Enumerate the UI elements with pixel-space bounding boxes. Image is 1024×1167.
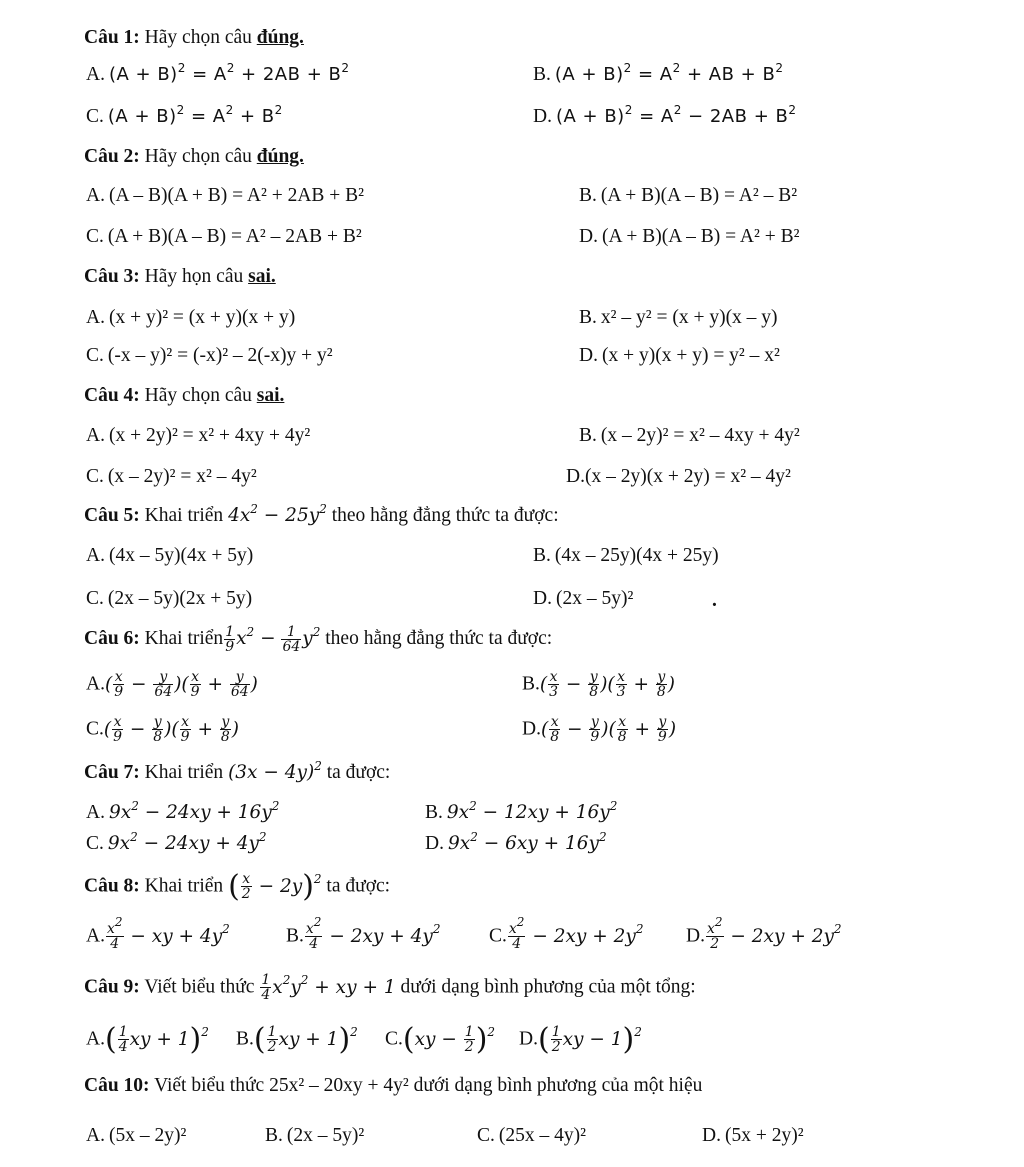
q10-option-a[interactable]: A. (5x – 2y)² bbox=[86, 1125, 187, 1146]
q3-option-b[interactable]: B. x² – y² = (x + y)(x – y) bbox=[579, 307, 778, 328]
q5-option-d[interactable]: D. (2x – 5y)² bbox=[533, 588, 634, 609]
q6-option-d[interactable]: D.( $\frac{x}{8}$ − $\frac{y}{9}$ )( $\frac{x}{8}$ + $\frac{y}{9}$ ) bbox=[522, 714, 677, 745]
option-formula: ( $\frac{x}{3}$ − $\frac{y}{8}$ )( $\frac{x}{3}$ + $\frac{y}{8}$ ) bbox=[539, 669, 675, 700]
q6-option-a[interactable]: A.( $\frac{x}{9}$ − $\frac{y}{64}$ )( $\frac{x}{9}$ + $\frac{y}{64}$ ) bbox=[86, 669, 258, 700]
q10-option-b[interactable]: B. (2x – 5y)² bbox=[265, 1125, 365, 1146]
q6-option-b[interactable]: B.( $\frac{x}{3}$ − $\frac{y}{8}$ )( $\frac{x}{3}$ + $\frac{y}{8}$ ) bbox=[522, 669, 675, 700]
option-formula: ( $\frac{x}{8}$ − $\frac{y}{9}$ )( $\frac{x}{8}$ + $\frac{y}{9}$ ) bbox=[540, 714, 677, 745]
q3-option-c[interactable]: C. (-x – y)² = (-x)² – 2(-x)y + y² bbox=[86, 345, 333, 366]
option-formula: ( $\frac{x}{9}$ − $\frac{y}{8}$ )( $\frac{x}{9}$ + $\frac{y}{8}$ ) bbox=[103, 714, 239, 745]
question-9: Câu 9: Viết biểu thức $\frac{1}{4}$ $x^2y^2$ + xy + 1 dưới dạng bình phương của một tổng: bbox=[84, 972, 696, 1003]
q5-option-a[interactable]: A. (4x – 5y)(4x + 5y) bbox=[86, 545, 254, 566]
q9-option-c[interactable]: C.(xy − $\frac{1}{2}$ )$^2$ bbox=[385, 1021, 496, 1057]
q8-option-c[interactable]: C. $\frac{x^2}{4}$ − $2xy + 2y^2$ bbox=[489, 915, 644, 952]
q2-option-b[interactable]: B. (A + B)(A – B) = A² – B² bbox=[579, 185, 798, 206]
q9-option-d[interactable]: D.( $\frac{1}{2}$ xy − 1)$^2$ bbox=[519, 1021, 642, 1057]
stray-dot: . bbox=[712, 590, 717, 611]
q1-option-b[interactable]: B. $(A + B)^2 = A^2$ + AB + $B^2$ bbox=[533, 61, 784, 85]
q5-option-c[interactable]: C. (2x – 5y)(2x + 5y) bbox=[86, 588, 253, 609]
q9-option-b[interactable]: B.( $\frac{1}{2}$ xy + 1)$^2$ bbox=[236, 1021, 358, 1057]
option-formula: ( $\frac{x}{9}$ − $\frac{y}{64}$ )( $\frac{x}{9}$ + $\frac{y}{64}$ ) bbox=[104, 669, 258, 700]
q9-option-a[interactable]: A.( $\frac{1}{4}$ xy + 1)$^2$ bbox=[86, 1021, 209, 1057]
q5-option-b[interactable]: B. (4x – 25y)(4x + 25y) bbox=[533, 545, 719, 566]
q7-option-a[interactable]: A. $9x^2 - 24xy + 16y^2$ bbox=[86, 798, 280, 823]
question-5: Câu 5: Khai triển $4x^2 - 25y^2$ theo hằng đẳng thức ta được: bbox=[84, 501, 559, 526]
option-formula: $(A + B)^2 = A^2 - 2AB + B^2$ bbox=[555, 103, 797, 127]
q4-option-b[interactable]: B. (x – 2y)² = x² – 4xy + 4y² bbox=[579, 425, 800, 446]
question-6: Câu 6: Khai triển $\frac{1}{9}$ $x^2$ − $\frac{1}{64}$ $y^2$ theo hằng đẳng thức ta được: bbox=[84, 624, 553, 655]
question-10: Câu 10: Viết biểu thức 25x² – 20xy + 4y² dưới dạng bình phương của một hiệu bbox=[84, 1075, 703, 1096]
q4-option-d[interactable]: D.(x – 2y)(x + 2y) = x² – 4y² bbox=[566, 466, 791, 487]
q7-option-b[interactable]: B. $9x^2 - 12xy + 16y^2$ bbox=[425, 798, 618, 823]
q2-option-d[interactable]: D. (A + B)(A – B) = A² + B² bbox=[579, 226, 800, 247]
q8-option-b[interactable]: B. $\frac{x^2}{4}$ − $2xy + 4y^2$ bbox=[286, 915, 441, 952]
question-2: Câu 2: Hãy chọn câu đúng. bbox=[84, 146, 304, 167]
q3-option-a[interactable]: A. (x + y)² = (x + y)(x + y) bbox=[86, 307, 296, 328]
q7-option-d[interactable]: D. $9x^2 - 6xy + 16y^2$ bbox=[425, 829, 607, 854]
question-8: Câu 8: Khai triển ( $\frac{x}{2}$ − 2y)$^2$ ta được: bbox=[84, 868, 391, 904]
q1-option-d[interactable]: D. $(A + B)^2 = A^2 - 2AB + B^2$ bbox=[533, 103, 797, 127]
q8-option-a[interactable]: A. $\frac{x^2}{4}$ − xy + $4y^2$ bbox=[86, 915, 230, 952]
q3-option-d[interactable]: D. (x + y)(x + y) = y² – x² bbox=[579, 345, 780, 366]
question-1 bbox=[84, 27, 304, 49]
q10-option-c[interactable]: C. (25x – 4y)² bbox=[477, 1125, 586, 1146]
q4-option-c[interactable]: C. (x – 2y)² = x² – 4y² bbox=[86, 466, 257, 487]
q2-option-a[interactable]: A. (A – B)(A + B) = A² + 2AB + B² bbox=[86, 185, 365, 206]
question-lead: Hãy chọn câu bbox=[144, 27, 257, 48]
q6-option-c[interactable]: C.( $\frac{x}{9}$ − $\frac{y}{8}$ )( $\frac{x}{9}$ + $\frac{y}{8}$ ) bbox=[86, 714, 239, 745]
question-number: Câu 1: bbox=[84, 27, 140, 48]
q2-option-c[interactable]: C. (A + B)(A – B) = A² – 2AB + B² bbox=[86, 226, 362, 247]
question-expression: $4x^2 - 25y^2$ bbox=[228, 501, 327, 526]
option-formula: $(A + B)^2 = A^2 + B^2$ bbox=[107, 103, 283, 127]
q7-option-c[interactable]: C. $9x^2 - 24xy + 4y^2$ bbox=[86, 829, 267, 854]
q4-option-a[interactable]: A. (x + 2y)² = x² + 4xy + 4y² bbox=[86, 425, 311, 446]
q1-option-a[interactable]: A. $(A + B)^2 = A^2 + 2AB + B^2$ bbox=[86, 61, 350, 85]
q1-option-c[interactable]: C. $(A + B)^2 = A^2 + B^2$ bbox=[86, 103, 283, 127]
q8-option-d[interactable]: D. $\frac{x^2}{2}$ − $2xy + 2y^2$ bbox=[686, 915, 842, 952]
option-formula: $(A + B)^2 = A^2$ + AB + $B^2$ bbox=[554, 61, 784, 85]
question-7: Câu 7: Khai triển $(3x - 4y)^2$ ta được: bbox=[84, 758, 391, 783]
option-formula: $(A + B)^2 = A^2 + 2AB + B^2$ bbox=[108, 61, 350, 85]
q10-option-d[interactable]: D. (5x + 2y)² bbox=[702, 1125, 804, 1146]
question-3: Câu 3: Hãy họn câu sai. bbox=[84, 266, 276, 287]
question-4: Câu 4: Hãy chọn câu sai. bbox=[84, 385, 285, 406]
question-keyword: đúng. bbox=[256, 27, 304, 48]
